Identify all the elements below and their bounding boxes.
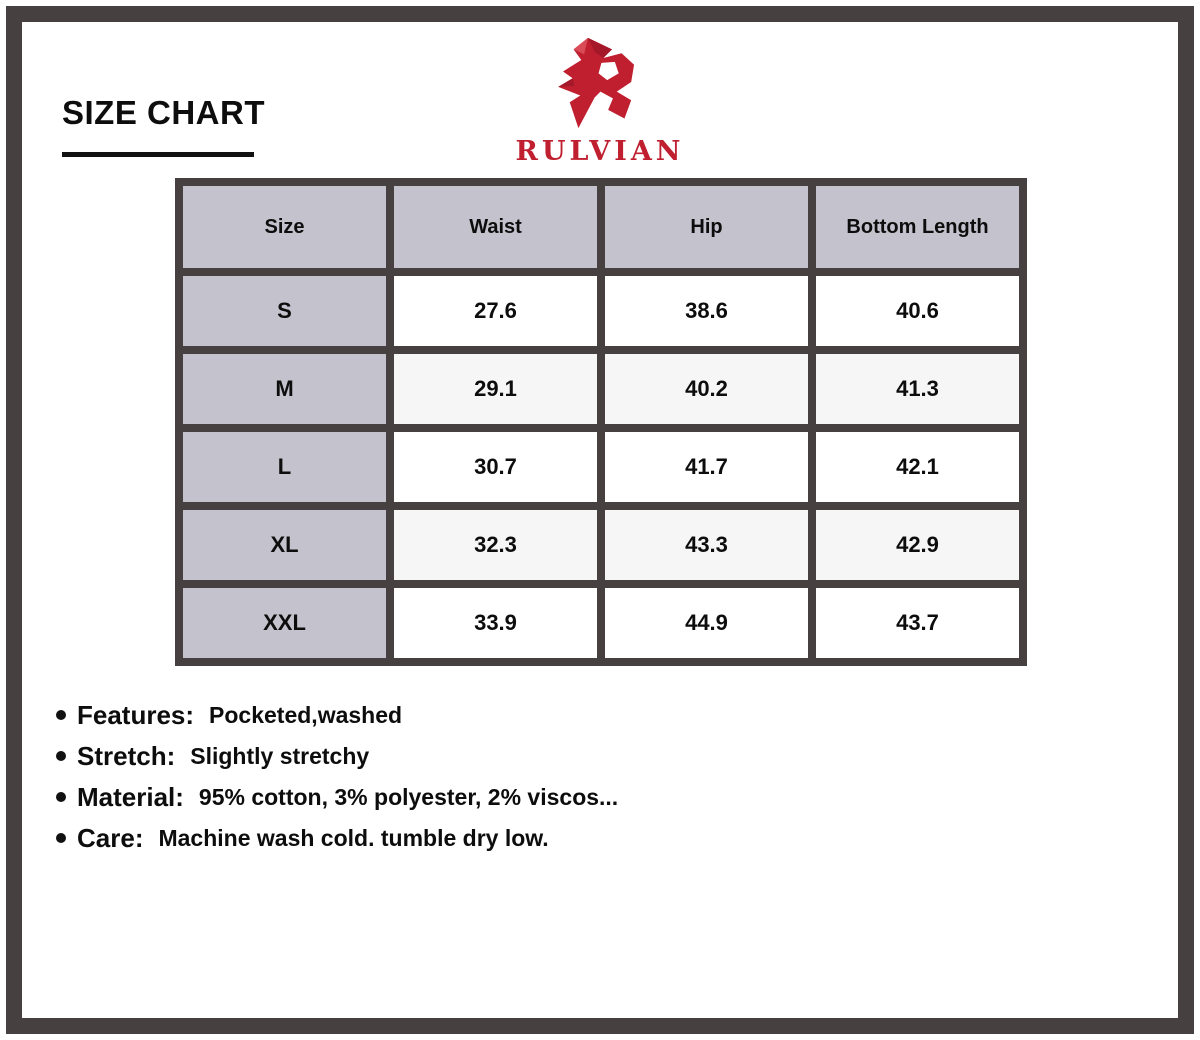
detail-label: Features: (77, 699, 195, 730)
hip-cell: 43.3 (601, 506, 812, 584)
hip-cell: 40.2 (601, 350, 812, 428)
table-row-s (179, 272, 1023, 350)
table-row-xxl (179, 584, 1023, 662)
size-chart-table (175, 178, 1027, 666)
hip-cell: 41.7 (601, 428, 812, 506)
table-row-m (179, 350, 1023, 428)
waist-cell: 32.3 (390, 506, 601, 584)
size-cell: L (179, 428, 390, 506)
product-details-list (56, 700, 618, 864)
column-header-waist: Waist (390, 182, 601, 272)
detail-value: Pocketed,washed (209, 701, 403, 728)
column-header-bottom-length: Bottom Length (812, 182, 1023, 272)
detail-label: Material: (77, 781, 184, 812)
waist-cell: 29.1 (390, 350, 601, 428)
bullet-icon (56, 751, 66, 761)
bottom-length-cell: 41.3 (812, 350, 1023, 428)
waist-cell: 33.9 (390, 584, 601, 662)
bullet-icon (56, 792, 66, 802)
hip-cell: 38.6 (601, 272, 812, 350)
size-cell: M (179, 350, 390, 428)
bullet-icon (56, 833, 66, 843)
detail-item-material (56, 782, 618, 812)
bottom-length-cell: 42.1 (812, 428, 1023, 506)
detail-value: Slightly stretchy (190, 742, 370, 769)
size-cell: S (179, 272, 390, 350)
waist-cell: 30.7 (390, 428, 601, 506)
page-title: SIZE CHART (62, 94, 265, 131)
detail-item-care (56, 823, 618, 853)
size-cell: XL (179, 506, 390, 584)
bottom-length-cell: 40.6 (812, 272, 1023, 350)
bullet-icon (56, 710, 66, 720)
table-row-xl (179, 506, 1023, 584)
hip-cell: 44.9 (601, 584, 812, 662)
title-underline (62, 152, 254, 157)
table-header-row (179, 182, 1023, 272)
size-cell: XXL (179, 584, 390, 662)
table-row-l (179, 428, 1023, 506)
brand-logo (516, 32, 685, 167)
detail-item-stretch (56, 741, 618, 771)
bottom-length-cell: 43.7 (812, 584, 1023, 662)
waist-cell: 27.6 (390, 272, 601, 350)
bottom-length-cell: 42.9 (812, 506, 1023, 584)
detail-value: Machine wash cold. tumble dry low. (158, 824, 549, 851)
detail-value: 95% cotton, 3% polyester, 2% viscos... (198, 783, 619, 810)
column-header-hip: Hip (601, 182, 812, 272)
brand-name: RULVIAN (515, 136, 685, 167)
detail-label: Care: (77, 822, 144, 853)
detail-label: Stretch: (77, 740, 176, 771)
brand-r-monogram-icon (552, 32, 648, 134)
column-header-size: Size (179, 182, 390, 272)
title-block (62, 94, 265, 157)
detail-item-features (56, 700, 618, 730)
